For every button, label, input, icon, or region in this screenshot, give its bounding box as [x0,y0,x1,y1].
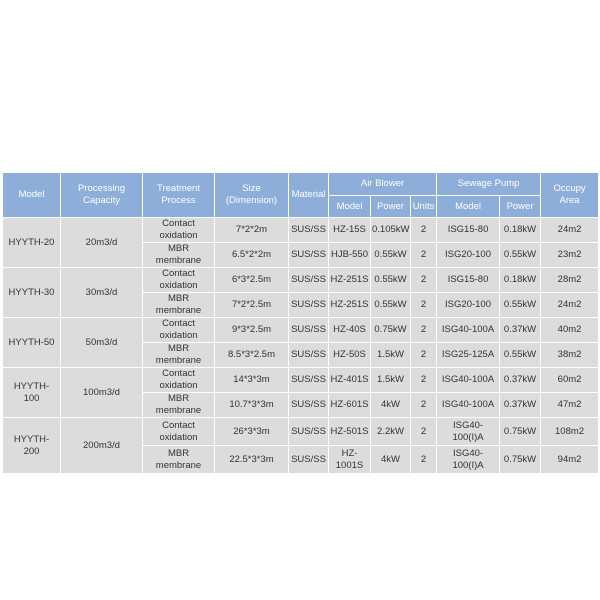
process-cell: MBR membrane [143,243,215,268]
header-processing-capacity: Processing Capacity [61,173,143,218]
pump-model-cell: ISG40-100A [437,368,500,393]
pump-power-cell: 0.37kW [500,393,541,418]
size-cell: 10.7*3*3m [215,393,289,418]
blower-power-cell: 0.55kW [371,243,411,268]
blower-power-cell: 4kW [371,393,411,418]
table-row [3,418,599,446]
size-cell: 26*3*3m [215,418,289,446]
size-cell: 7*2*2.5m [215,293,289,318]
material-cell: SUS/SS [289,318,329,343]
pump-model-cell: ISG40-100A [437,318,500,343]
pump-power-cell: 0.37kW [500,318,541,343]
specification-table [2,172,599,474]
header-occupy-area: Occupy Area [541,173,599,218]
header-sewage-pump: Sewage Pump [437,173,541,196]
blower-power-cell: 1.5kW [371,368,411,393]
process-cell: MBR membrane [143,343,215,368]
units-cell: 2 [411,418,437,446]
process-cell: Contact oxidation [143,218,215,243]
units-cell: 2 [411,293,437,318]
pump-power-cell: 0.55kW [500,293,541,318]
units-cell: 2 [411,343,437,368]
material-cell: SUS/SS [289,418,329,446]
area-cell: 28m2 [541,268,599,293]
size-cell: 22.5*3*3m [215,446,289,474]
blower-model-cell: HZ-501S [329,418,371,446]
pump-model-cell: ISG20-100 [437,243,500,268]
table-header [3,173,599,218]
pump-power-cell: 0.37kW [500,368,541,393]
table-row [3,218,599,243]
blower-model-cell: HZ-251S [329,268,371,293]
units-cell: 2 [411,268,437,293]
model-cell: HYYTH- 200 [3,418,61,474]
units-cell: 2 [411,393,437,418]
area-cell: 40m2 [541,318,599,343]
material-cell: SUS/SS [289,293,329,318]
pump-power-cell: 0.18kW [500,218,541,243]
pump-power-cell: 0.55kW [500,343,541,368]
process-cell: MBR membrane [143,293,215,318]
blower-model-cell: HJB-550 [329,243,371,268]
capacity-cell: 30m3/d [61,268,143,318]
header-pump-power: Power [500,196,541,218]
blower-power-cell: 1.5kW [371,343,411,368]
table-row [3,268,599,293]
pump-model-cell: ISG25-125A [437,343,500,368]
area-cell: 47m2 [541,393,599,418]
size-cell: 7*2*2m [215,218,289,243]
table-row [3,368,599,393]
process-cell: MBR membrane [143,446,215,474]
units-cell: 2 [411,368,437,393]
header-blower-power: Power [371,196,411,218]
blower-model-cell: HZ-601S [329,393,371,418]
blower-model-cell: HZ-40S [329,318,371,343]
pump-power-cell: 0.18kW [500,268,541,293]
material-cell: SUS/SS [289,446,329,474]
blower-power-cell: 2.2kW [371,418,411,446]
header-model: Model [3,173,61,218]
area-cell: 23m2 [541,243,599,268]
pump-power-cell: 0.75kW [500,446,541,474]
process-cell: Contact oxidation [143,318,215,343]
area-cell: 108m2 [541,418,599,446]
size-cell: 6*3*2.5m [215,268,289,293]
pump-power-cell: 0.75kW [500,418,541,446]
material-cell: SUS/SS [289,368,329,393]
pump-model-cell: ISG40- 100(I)A [437,446,500,474]
material-cell: SUS/SS [289,218,329,243]
blower-model-cell: HZ-50S [329,343,371,368]
area-cell: 38m2 [541,343,599,368]
capacity-cell: 20m3/d [61,218,143,268]
size-cell: 6.5*2*2m [215,243,289,268]
header-size: Size (Dimension) [215,173,289,218]
pump-model-cell: ISG15-80 [437,218,500,243]
area-cell: 60m2 [541,368,599,393]
pump-model-cell: ISG40- 100(I)A [437,418,500,446]
area-cell: 94m2 [541,446,599,474]
material-cell: SUS/SS [289,343,329,368]
material-cell: SUS/SS [289,268,329,293]
material-cell: SUS/SS [289,243,329,268]
process-cell: Contact oxidation [143,418,215,446]
area-cell: 24m2 [541,218,599,243]
header-air-blower: Air Blower [329,173,437,196]
pump-power-cell: 0.55kW [500,243,541,268]
units-cell: 2 [411,446,437,474]
model-cell: HYYTH-50 [3,318,61,368]
capacity-cell: 100m3/d [61,368,143,418]
blower-power-cell: 0.55kW [371,293,411,318]
header-material: Material [289,173,329,218]
process-cell: Contact oxidation [143,368,215,393]
process-cell: MBR membrane [143,393,215,418]
blower-model-cell: HZ-251S [329,293,371,318]
blower-power-cell: 0.55kW [371,268,411,293]
table-body [3,218,599,474]
pump-model-cell: ISG20-100 [437,293,500,318]
area-cell: 24m2 [541,293,599,318]
units-cell: 2 [411,243,437,268]
material-cell: SUS/SS [289,393,329,418]
size-cell: 8.5*3*2.5m [215,343,289,368]
units-cell: 2 [411,218,437,243]
blower-model-cell: HZ- 1001S [329,446,371,474]
header-blower-model: Model [329,196,371,218]
model-cell: HYYTH-30 [3,268,61,318]
process-cell: Contact oxidation [143,268,215,293]
size-cell: 14*3*3m [215,368,289,393]
pump-model-cell: ISG15-80 [437,268,500,293]
header-blower-units: Units [411,196,437,218]
model-cell: HYYTH- 100 [3,368,61,418]
header-pump-model: Model [437,196,500,218]
capacity-cell: 50m3/d [61,318,143,368]
pump-model-cell: ISG40-100A [437,393,500,418]
table-row [3,318,599,343]
blower-model-cell: HZ-401S [329,368,371,393]
model-cell: HYYTH-20 [3,218,61,268]
units-cell: 2 [411,318,437,343]
capacity-cell: 200m3/d [61,418,143,474]
blower-model-cell: HZ-15S [329,218,371,243]
blower-power-cell: 0.75kW [371,318,411,343]
blower-power-cell: 0.105kW [371,218,411,243]
header-treatment-process: Treatment Process [143,173,215,218]
size-cell: 9*3*2.5m [215,318,289,343]
blower-power-cell: 4kW [371,446,411,474]
